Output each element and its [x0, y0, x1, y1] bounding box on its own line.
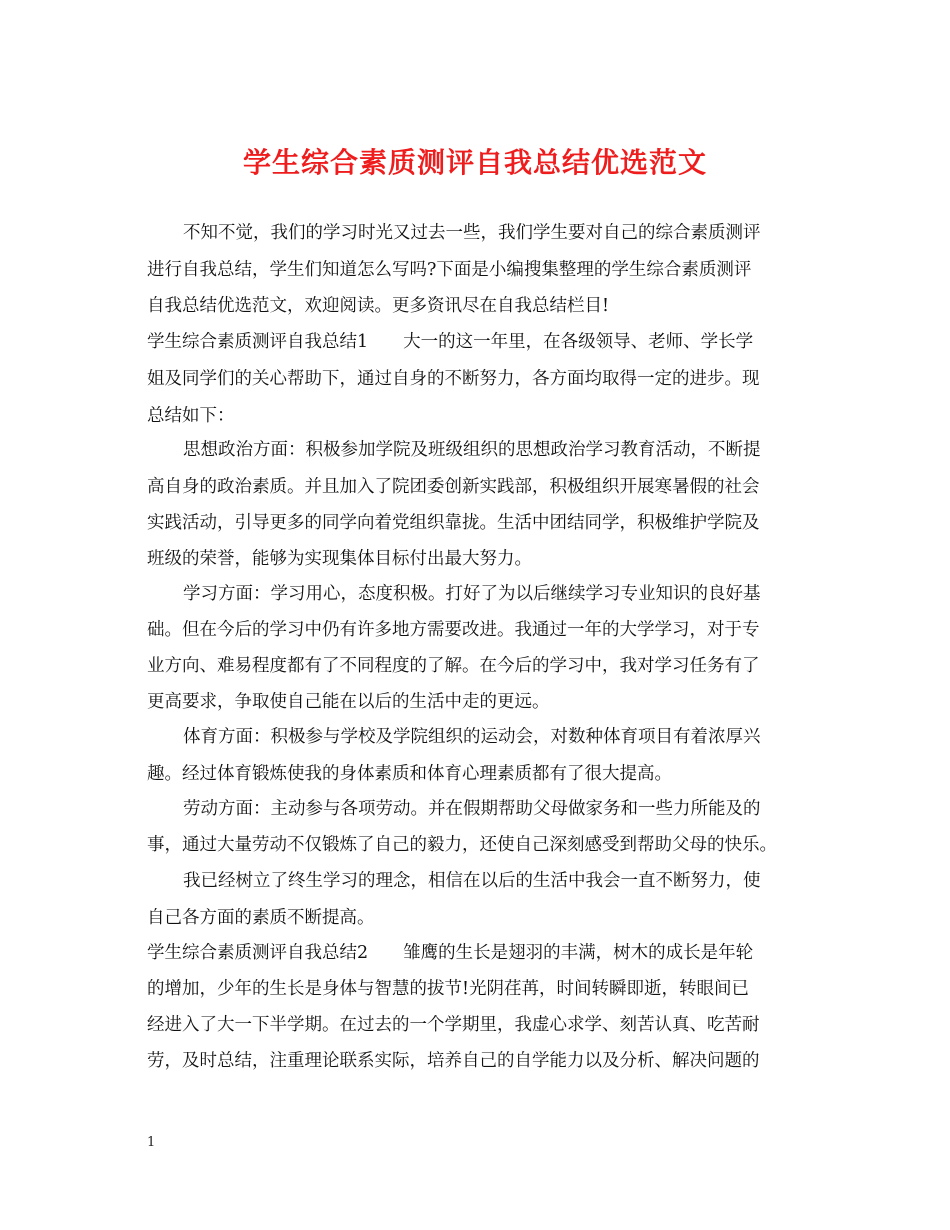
body-line: 学习方面：学习用心，态度积极。打好了为以后继续学习专业知识的良好基 — [183, 584, 761, 604]
body-line: 自己各方面的素质不断提高。 — [147, 908, 375, 928]
page-number: 1 — [147, 1135, 156, 1150]
body-line: 业方向、难易程度都有了不同程度的了解。在今后的学习中，我对学习任务有了 — [147, 656, 760, 676]
body-line: 思想政治方面：积极参加学院及班级组织的思想政治学习教育活动，不断提 — [183, 440, 761, 460]
body-line: 劳，及时总结，注重理论联系实际，培养自己的自学能力以及分析、解决问题的 — [147, 1051, 760, 1071]
body-line: 趣。经过体育锻炼使我的身体素质和体育心理素质都有了很大提高。 — [147, 764, 672, 784]
body-line: 不知不觉，我们的学习时光又过去一些，我们学生要对自己的综合素质测评 — [183, 223, 761, 243]
body-line: 更高要求，争取使自己能在以后的生活中走的更远。 — [147, 692, 550, 712]
document-title: 学生综合素质测评自我总结优选范文 — [242, 146, 707, 179]
body-line: 班级的荣誉，能够为实现集体目标付出最大努力。 — [147, 549, 532, 569]
body-line: 姐及同学们的关心帮助下，通过自身的不断努力，各方面均取得一定的进步。现 — [147, 369, 760, 389]
body-line: 我已经树立了终生学习的理念，相信在以后的生活中我会一直不断努力，使 — [183, 871, 761, 891]
section-heading-line: 学生综合素质测评自我总结2 雏鹰的生长是翅羽的丰满，树木的成长是年轮 — [147, 943, 754, 963]
body-line: 总结如下： — [147, 406, 235, 426]
body-line: 事，通过大量劳动不仅锻炼了自己的毅力，还使自己深刻感受到帮助父母的快乐。 — [147, 835, 777, 855]
body-line: 实践活动，引导更多的同学向着党组织靠拢。生活中团结同学，积极维护学院及 — [147, 513, 760, 533]
body-line: 体育方面：积极参与学校及学院组织的运动会，对数种体育项目有着浓厚兴 — [183, 727, 761, 747]
body-line: 自我总结优选范文，欢迎阅读。更多资讯尽在自我总结栏目! — [147, 296, 610, 316]
body-line: 劳动方面：主动参与各项劳动。并在假期帮助父母做家务和一些力所能及的 — [183, 799, 761, 819]
body-line: 础。但在今后的学习中仍有许多地方需要改进。我通过一年的大学学习，对于专 — [147, 620, 760, 640]
body-line: 进行自我总结，学生们知道怎么写吗?下面是小编搜集整理的学生综合素质测评 — [147, 260, 752, 280]
section-heading-line: 学生综合素质测评自我总结1 大一的这一年里，在各级领导、老师、学长学 — [147, 332, 754, 352]
body-line: 高自身的政治素质。并且加入了院团委创新实践部，积极组织开展寒暑假的社会 — [147, 477, 760, 497]
body-line: 的增加，少年的生长是身体与智慧的拔节!光阴荏苒，时间转瞬即逝，转眼间已 — [147, 979, 750, 999]
body-line: 经进入了大一下半学期。在过去的一个学期里，我虚心求学、刻苦认真、吃苦耐 — [147, 1015, 760, 1035]
